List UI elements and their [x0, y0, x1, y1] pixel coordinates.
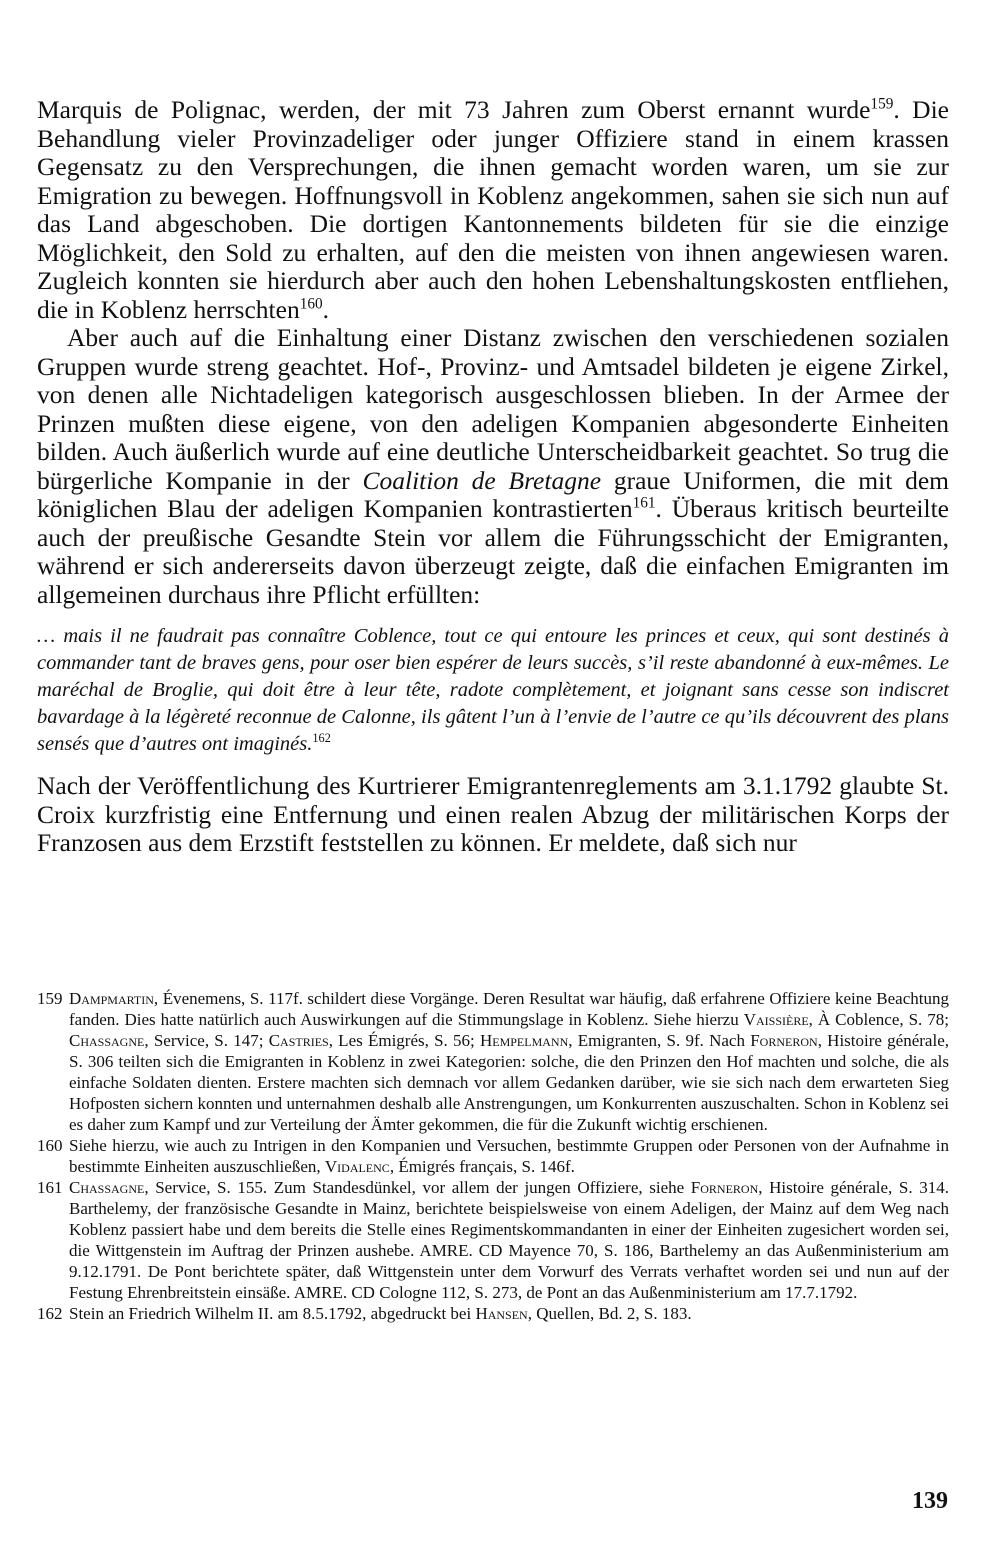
author-name: Castries [268, 1031, 329, 1050]
paragraph-1-text: Marquis de Polignac, werden, der mit 73 Jahren zum Oberst ernannt wurde [37, 95, 871, 124]
footnote-text: , Histoire générale, S. 314. Barthelemy, der französische Gesandte in Mainz, berichtete beispielsweise von einem Adeligen, der Mainz auf dem Weg nach Koblenz passiert habe und dem bereits die Stelle eines Regimentskommandanten in einer der Einheiten zugesichert worden sei, die Wittgenstein im Auftrag der Prinzen aushebe. AMRE. CD Mayence 70, S. 186, Barthelemy an das Außenministerium am 9.12.1791. De Pont berichtete später, daß Wittgenstein unter dem Vorwurf des Verrats verhaftet worden sei und nun auf der Festung Ehrenbreitstein einsäße. AMRE. CD Cologne 112, S. 273, de Pont an das Außenministerium am 17.7.1792. [69, 1178, 949, 1302]
block-quote [37, 623, 949, 758]
author-name: Chassagne [69, 1031, 145, 1050]
footnote-text: , Les Émigrés, S. 56; [328, 1031, 480, 1050]
paragraph-2-italic: Coalition de Bretagne [362, 465, 602, 495]
paragraph-1-end: . [322, 294, 330, 324]
footnote-text: , À Coblence, S. 78; [808, 1010, 950, 1029]
footnote-text: Stein an Friedrich Wilhelm II. am 8.5.1792, abgedruckt bei [69, 1304, 476, 1323]
footnote-ref-159: 159 [870, 95, 894, 113]
footnote-number: 159 [37, 989, 63, 1008]
author-name: Hempelmann [479, 1031, 569, 1050]
paragraph-1 [37, 96, 949, 324]
footnotes [37, 988, 949, 1324]
paragraph-2-text-3: . Überaus kritisch beurteilte auch der preußische Gesandte Stein vor allem die Führungsschicht der Emigranten, während er sich andererseits davon überzeugt zeigte, daß die einfachen Emigranten im allgemeinen durchaus ihre Pflicht erfüllten: [37, 494, 949, 609]
footnote-text: , Service, S. 155. Zum Standesdünkel, vor allem der jungen Offiziere, siehe [144, 1178, 691, 1197]
footnote-number: 160 [37, 1136, 63, 1155]
paragraph-2-text-2: graue Uniformen, die mit dem königlichen Blau der adeligen Kompanien kontrastierten [37, 465, 949, 523]
quote-text: … mais il ne faudrait pas connaître Coblence, tout ce qui entoure les princes et ceux, qui sont destinés à commander tant de braves gens, pour oser bien espérer de leurs succès, s’il reste abandonné à eux-mêmes. Le maréchal de Broglie, qui doit être à leur tête, radote complètement, et joignant sans cesse son indiscret bavardage à la légèreté reconnue de Calonne, ils gâtent l’un à l’envie de l’autre ce qu’ils découvrent des plans sensés que d’autres ont imaginés. [37, 625, 949, 755]
paragraph-2-text: Aber auch auf die Einhaltung einer Distanz zwischen den verschiedenen sozialen Gruppen wurde streng geachtet. Hof-, Provinz- und Amtsadel bildeten je eigene Zirkel, von denen alle Nichtadeligen kategorisch ausgeschlossen blieben. In der Armee der Prinzen mußten diese eigene, von den adeligen Kompanien abgesonderte Einheiten bilden. Auch äußerlich wurde auf eine deutliche Unterscheidbarkeit geachtet. So trug die bürgerliche Kompanie in der [37, 323, 949, 495]
author-name: Chassagne [69, 1178, 145, 1197]
footnote-text: , Évenemens, S. 117f. schildert diese Vorgänge. Deren Resultat war häufig, daß erfahrene Offiziere keine Beachtung fanden. Dies hatte natürlich auch Auswirkungen auf die Stimmungslage in Koblenz. Siehe hierzu [69, 989, 949, 1029]
footnote-ref-161: 161 [632, 494, 656, 512]
footnote-ref-162: 162 [312, 731, 331, 746]
footnote-number: 161 [37, 1178, 63, 1197]
author-name: Vidalenc [324, 1157, 390, 1176]
footnote-162 [37, 1303, 949, 1324]
author-name: Vaissière [743, 1010, 809, 1029]
paragraph-1-text-2: . Die Behandlung vieler Provinzadeliger oder junger Offiziere stand in einem krassen Gegensatz zu den Versprechungen, die ihnen gemacht worden waren, um sie zur Emigration zu bewegen. Hoffnungsvoll in Koblenz angekommen, sahen sie sich nun auf das Land abgeschoben. Die dortigen Kantonnements bildeten für sie die einzige Möglichkeit, den Sold zu erhalten, auf den die meisten von ihnen angewiesen waren. Zugleich konnten sie hierdurch aber auch den hohen Lebenshaltungskosten entfliehen, die in Koblenz herrschten [37, 95, 949, 324]
author-name: Hansen [475, 1304, 528, 1323]
author-name: Forneron [690, 1178, 759, 1197]
footnote-text: , Service, S. 147; [144, 1031, 269, 1050]
paragraph-3-text: Nach der Veröffentlichung des Kurtrierer Emigrantenreglements am 3.1.1792 glaubte St. Croix kurzfristig eine Entfernung und einen realen Abzug der militärischen Korps der Franzosen aus dem Erzstift feststellen zu können. Er meldete, daß sich nur [37, 771, 949, 857]
footnote-text: , Émigrés français, S. 146f. [389, 1157, 575, 1176]
page-number: 139 [912, 1488, 948, 1514]
paragraph-2 [37, 324, 949, 609]
author-name: Forneron [750, 1031, 818, 1050]
page-content [37, 96, 949, 858]
footnote-text: , Emigranten, S. 9f. Nach [568, 1031, 751, 1050]
author-name: Dampmartin [69, 989, 154, 1008]
footnote-number: 162 [37, 1304, 63, 1323]
footnote-text: , Histoire générale, S. 306 teilten sich die Emigranten in Koblenz in zwei Kategorien: solche, die den Prinzen den Hof machten und solche, die als einfache Soldaten dienten. Erstere machten sich demnach vor allem Gedanken darüber, wie sie sich nach dem erwarteten Sieg Hofposten sichern konnten und unternahmen deshalb alle Anstrengungen, um Konkurrenten auszuschalten. Schon in Koblenz sei es daher zum Kampf und zur Verteilung der Ämter gekommen, die für die Zukunft wichtig erschienen. [69, 1031, 949, 1134]
footnote-text: Siehe hierzu, wie auch zu Intrigen in den Kompanien und Versuchen, bestimmte Gruppen oder Personen von der Aufnahme in bestimmte Einheiten auszuschließen, [69, 1136, 949, 1176]
footnote-ref-160: 160 [299, 295, 323, 312]
footnote-161 [37, 1177, 949, 1303]
paragraph-3 [37, 772, 949, 858]
main-text [37, 96, 949, 858]
footnote-text: , Quellen, Bd. 2, S. 183. [527, 1304, 692, 1323]
footnote-160 [37, 1135, 949, 1177]
footnote-159 [37, 988, 949, 1135]
